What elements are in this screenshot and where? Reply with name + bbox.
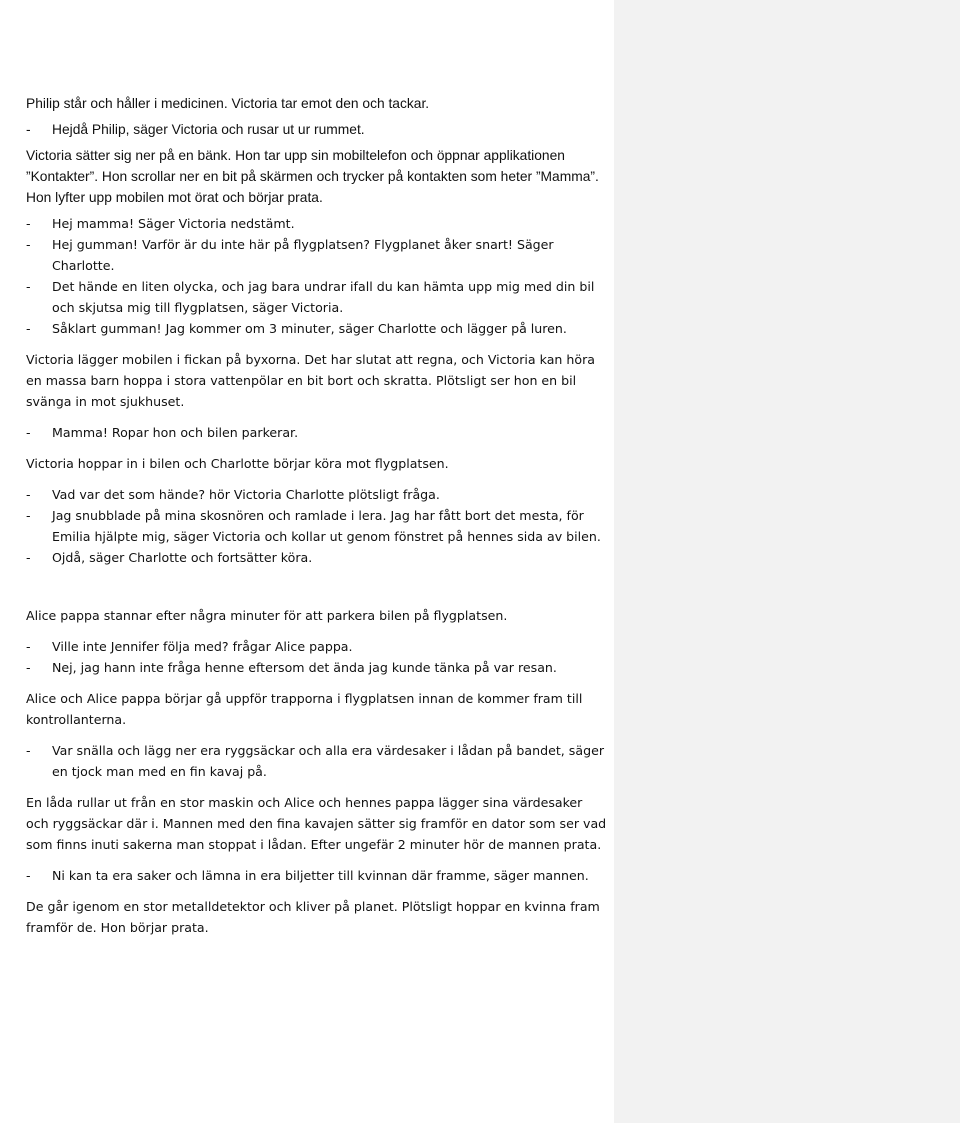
paragraph: De går igenom en stor metalldetektor och kliver på planet. Plötsligt hoppar en kvinna fram framför de. Hon börjar prata. bbox=[26, 899, 600, 935]
paragraph: Victoria sätter sig ner på en bänk. Hon tar upp sin mobiltelefon och öppnar applikationen ”Kontakter”. Hon scrollar ner en bit på skärmen och trycker på kontakten som heter ”Mamma”. Hon lyfter upp mobilen mot örat och börjar prata. bbox=[26, 148, 599, 205]
paragraph: Alice och Alice pappa börjar gå uppför trapporna i flygplatsen innan de kommer fram till kontrollanterna. bbox=[26, 691, 583, 727]
dialogue-line: - Ni kan ta era saker och lämna in era biljetter till kvinnan där framme, säger mannen. bbox=[26, 865, 608, 886]
dialogue-line: - Var snälla och lägg ner era ryggsäckar och alla era värdesaker i lådan på bandet, säger en tjock man med en fin kavaj på. bbox=[26, 740, 608, 782]
dialogue-line: - Mamma! Ropar hon och bilen parkerar. bbox=[26, 422, 608, 443]
dialogue-line: - Hejdå Philip, säger Victoria och rusar ut ur rummet. bbox=[26, 119, 608, 140]
paragraph: En låda rullar ut från en stor maskin och Alice och hennes pappa lägger sina värdesaker och ryggsäckar där i. Mannen med den fina kavajen sätter sig framför en dator som ser vad som finns inuti sakerna man stoppat i lådan. Efter ungefär 2 minuter hör de mannen prata. bbox=[26, 795, 607, 852]
comment-margin-pane bbox=[614, 0, 960, 1123]
paragraph: Philip står och håller i medicinen. Victoria tar emot den och tackar. bbox=[26, 96, 430, 111]
dialogue-line: - Vad var det som hände? hör Victoria Charlotte plötsligt fråga. bbox=[26, 484, 608, 505]
dialogue-line: - Nej, jag hann inte fråga henne eftersom det ända jag kunde tänka på var resan. bbox=[26, 657, 608, 678]
dialogue-line: - Hej gumman! Varför är du inte här på flygplatsen? Flygplanet åker snart! Säger Charlotte. bbox=[26, 234, 608, 276]
paragraph: Victoria hoppar in i bilen och Charlotte börjar köra mot flygplatsen. bbox=[26, 456, 449, 471]
dialogue-line: - Jag snubblade på mina skosnören och ramlade i lera. Jag har fått bort det mesta, för Emilia hjälpte mig, säger Victoria och kollar ut genom fönstret på hennes sida av bilen. bbox=[26, 505, 608, 547]
dialogue-line: - Ojdå, säger Charlotte och fortsätter köra. bbox=[26, 547, 608, 568]
dialogue-line: - Såklart gumman! Jag kommer om 3 minuter, säger Charlotte och lägger på luren. bbox=[26, 318, 608, 339]
dialogue-line: - Hej mamma! Säger Victoria nedstämt. bbox=[26, 213, 608, 234]
paragraph: Alice pappa stannar efter några minuter för att parkera bilen på flygplatsen. bbox=[26, 608, 508, 623]
dialogue-line: - Ville inte Jennifer följa med? frågar Alice pappa. bbox=[26, 636, 608, 657]
document-body bbox=[26, 93, 608, 938]
paragraph: Victoria lägger mobilen i fickan på byxorna. Det har slutat att regna, och Victoria kan höra en massa barn hoppa i stora vattenpölar en bit bort och skratta. Plötsligt ser hon en bil svänga in mot sjukhuset. bbox=[26, 352, 595, 409]
dialogue-line: - Det hände en liten olycka, och jag bara undrar ifall du kan hämta upp mig med din bil och skjutsa mig till flygplatsen, säger Victoria. bbox=[26, 276, 608, 318]
